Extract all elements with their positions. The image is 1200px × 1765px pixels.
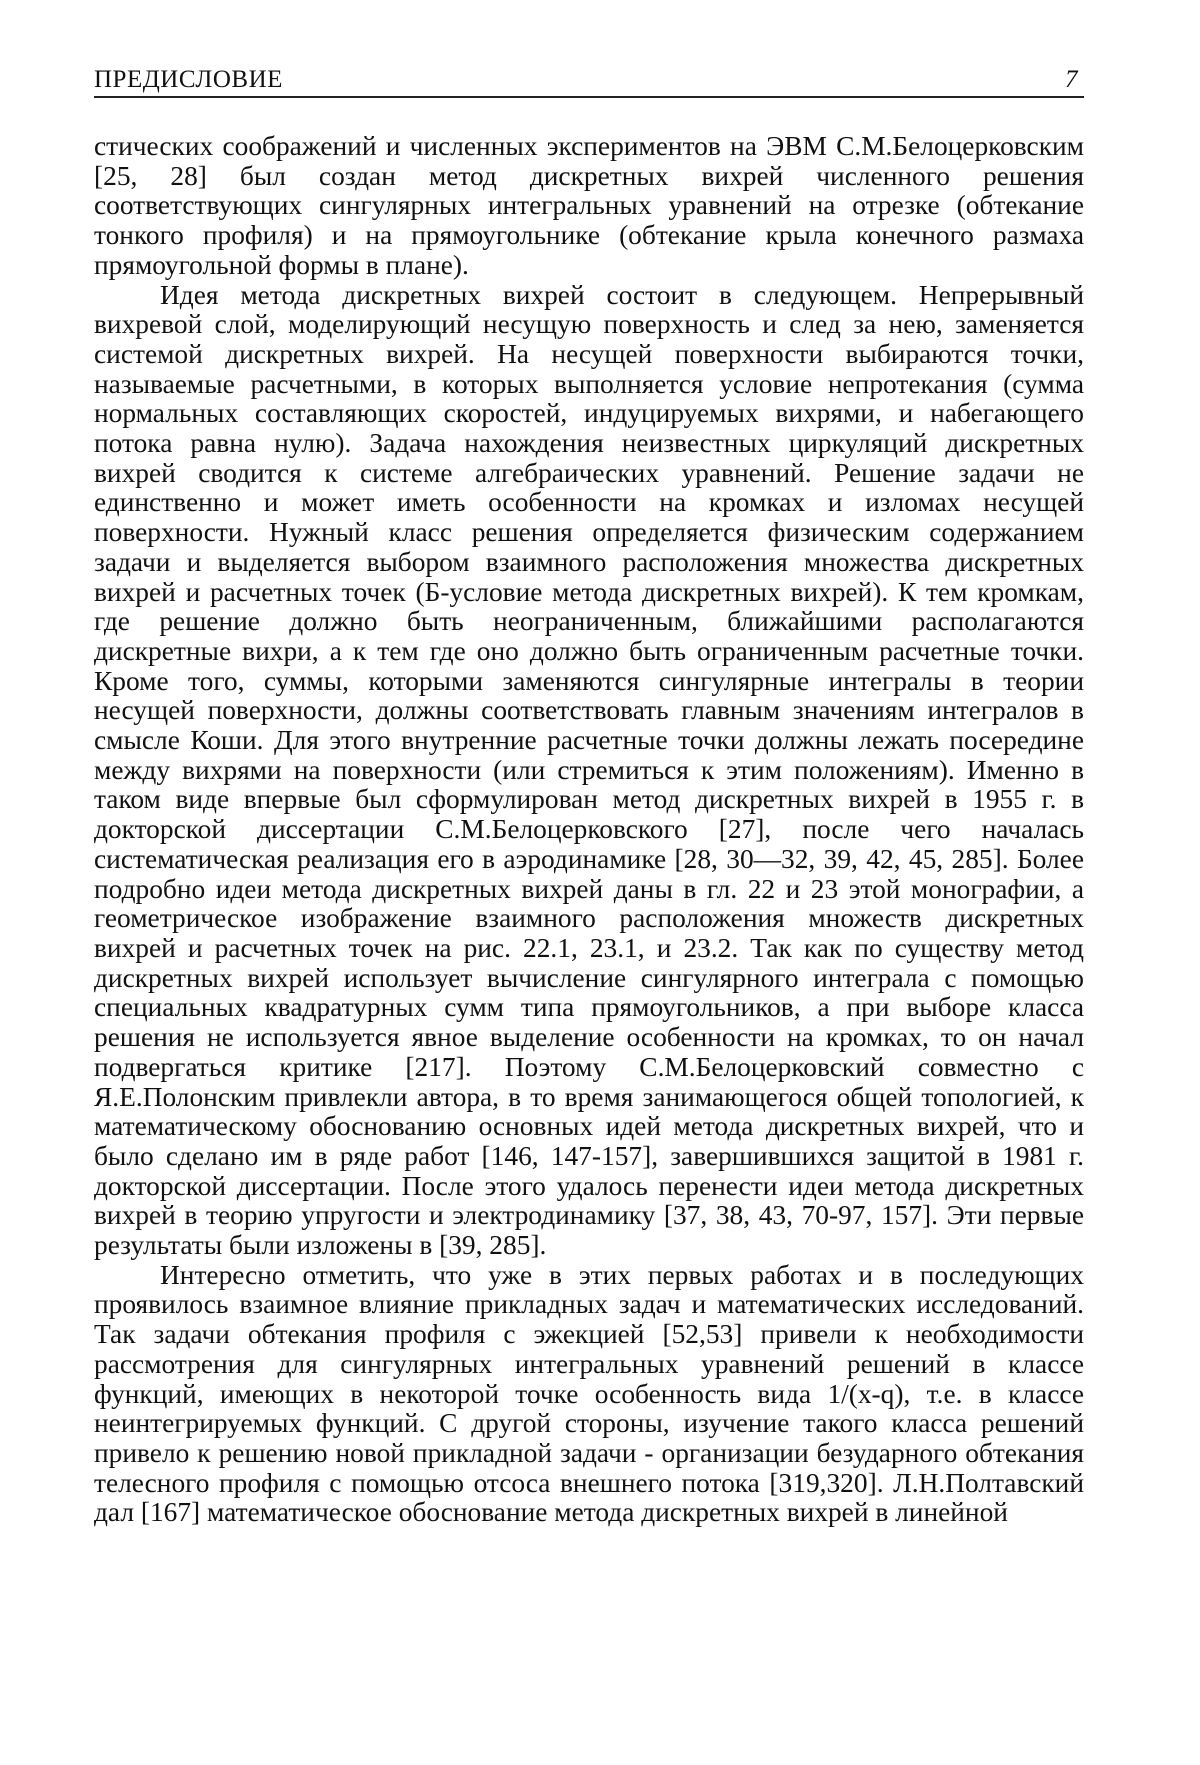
paragraph-continuation: стических соображений и численных экспериментов на ЭВМ С.М.Белоцерковским [25, 28] был создан метод дискретных вихрей численного решения соответствующих сингулярных интегральных уравнений на отрезке (обтекание тонкого профиля) и на прямоугольнике (обтекание крыла конечного размаха прямоугольной формы в плане). [94, 131, 1084, 280]
paragraph-method-idea: Идея метода дискретных вихрей состоит в следующем. Непрерывный вихревой слой, моделирующий несущую поверхность и след за нею, заменяется системой дискретных вихрей. На несущей поверхности выбираются точки, называемые расчетными, в которых выполняется условие непротекания (сумма нормальных составляющих скоростей, индуцируемых вихрями, и набегающего потока равна нулю). Задача нахождения неизвестных циркуляций дискретных вихрей сводится к системе алгебраических уравнений. Решение задачи не единственно и может иметь особенности на кромках и изломах несущей поверхности. Нужный класс решения определяется физическим содержанием задачи и выделяется выбором взаимного расположения множества дискретных вихрей и расчетных точек (Б-условие метода дискретных вихрей). К тем кромкам, где решение должно быть неограниченным, ближайшими располагаются дискретные вихри, а к тем где оно должно быть ограниченным расчетные точки. Кроме того, суммы, которыми заменяются сингулярные интегралы в теории несущей поверхности, должны соответствовать главным значениям интегралов в смысле Коши. Для этого внутренние расчетные точки должны лежать посередине между вихрями на поверхности (или стремиться к этим положениям). Именно в таком виде впервые был сформулирован метод дискретных вихрей в 1955 г. в докторской диссертации С.М.Белоцерковского [27], после чего началась систематическая реализация его в аэродинамике [28, 30—32, 39, 42, 45, 285]. Более подробно идеи метода дискретных вихрей даны в гл. 22 и 23 этой монографии, а геометрическое изображение взаимного расположения множеств дискретных вихрей и расчетных точек на рис. 22.1, 23.1, и 23.2. Так как по существу метод дискретных вихрей использует вычисление сингулярного интеграла с помощью специальных квадратурных сумм типа прямоугольников, а при выборе класса решения не используется явное выделение особенности на кромках, то он начал подвергаться критике [217]. Поэтому С.М.Белоцерковский совместно с Я.Е.Полонским привлекли автора, в то время занимающегося общей топологией, к математическому обоснованию основных идей метода дискретных вихрей, что и было сделано им в ряде работ [146, 147-157], завершившихся защитой в 1981 г. докторской диссертации. После этого удалось перенести идеи метода дискретных вихрей в теорию упругости и электродинамику [37, 38, 43, 70-97, 157]. Эти первые результаты были изложены в [39, 285]. [94, 279, 1084, 1261]
book-page [94, 66, 1084, 1528]
chapter-title: ПРЕДИСЛОВИЕ [94, 66, 283, 93]
paragraph-applications: Интересно отметить, что уже в этих первых работах и в последующих проявилось взаимное влияние прикладных задач и математических исследований. Так задачи обтекания профиля с эжекцией [52,53] привели к необходимости рассмотрения для сингулярных интегральных уравнений решений в классе функций, имеющих в некоторой точке особенность вида 1/(x-q), т.е. в классе неинтегрируемых функций. С другой стороны, изучение такого класса решений привело к решению новой прикладной задачи - организации безударного обтекания телесного профиля с помощью отсоса внешнего потока [319,320]. Л.Н.Полтавский дал [167] математическое обоснование метода дискретных вихрей в линейной [94, 1259, 1084, 1528]
running-head [94, 66, 1084, 98]
page-number: 7 [1065, 66, 1078, 93]
body-text [94, 132, 1084, 1528]
